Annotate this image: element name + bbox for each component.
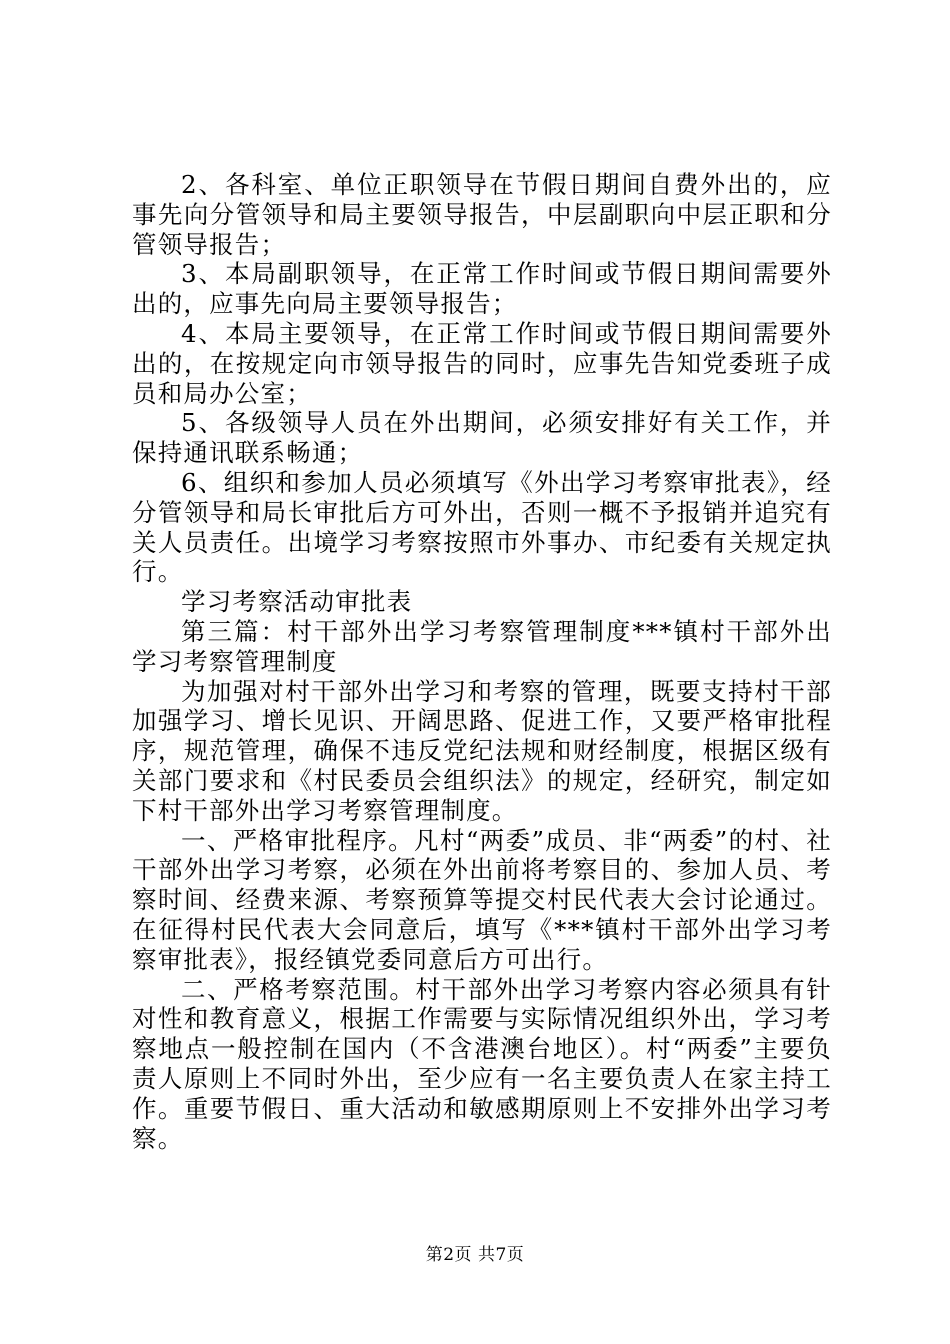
page-number: 第2页 共7页 [425,1245,525,1265]
intro-paragraph: 为加强对村干部外出学习和考察的管理，既要支持村干部加强学习、增长见识、开阔思路、促进工作，又要严格审批程序，规范管理，确保不违反党纪法规和财经制度，根据区级有关部门要求和《村民委员会组织法》的规定，经研究，制定如下村干部外出学习考察管理制度。 [132,676,832,825]
paragraph-item-2: 2、各科室、单位正职领导在节假日期间自费外出的，应事先向分管领导和局主要领导报告，中层副职向中层正职和分管领导报告； [132,170,832,259]
chapter-heading: 第三篇：村干部外出学习考察管理制度***镇村干部外出学习考察管理制度 [132,616,832,676]
paragraph-item-3: 3、本局副职领导，在正常工作时间或节假日期间需要外出的，应事先向局主要领导报告； [132,259,832,319]
paragraph-item-4: 4、本局主要领导，在正常工作时间或节假日期间需要外出的，在按规定向市领导报告的同时，应事先告知党委班子成员和局办公室； [132,318,832,408]
document-body [132,170,832,1153]
page-footer [0,1244,950,1266]
section-inspection-scope: 二、严格考察范围。村干部外出学习考察内容必须具有针对性和教育意义，根据工作需要与实际情况组织外出，学习考察地点一般控制在国内（不含港澳台地区）。村“两委”主要负责人原则上不同时外出，至少应有一名主要负责人在家主持工作。重要节假日、重大活动和敏感期原则上不安排外出学习考察。 [132,974,832,1153]
approval-form-title: 学习考察活动审批表 [181,587,413,617]
section-approval-procedure: 一、严格审批程序。凡村“两委”成员、非“两委”的村、社干部外出学习考察，必须在外出前将考察目的、参加人员、考察时间、经费来源、考察预算等提交村民代表大会讨论通过。在征得村民代表大会同意后，填写《***镇村干部外出学习考察审批表》，报经镇党委同意后方可出行。 [132,825,832,974]
paragraph-item-6: 6、组织和参加人员必须填写《外出学习考察审批表》，经分管领导和局长审批后方可外出，否则一概不予报销并追究有关人员责任。出境学习考察按照市外事办、市纪委有关规定执行。 [132,467,832,587]
paragraph-item-5: 5、各级领导人员在外出期间，必须安排好有关工作，并保持通讯联系畅通； [132,408,832,468]
